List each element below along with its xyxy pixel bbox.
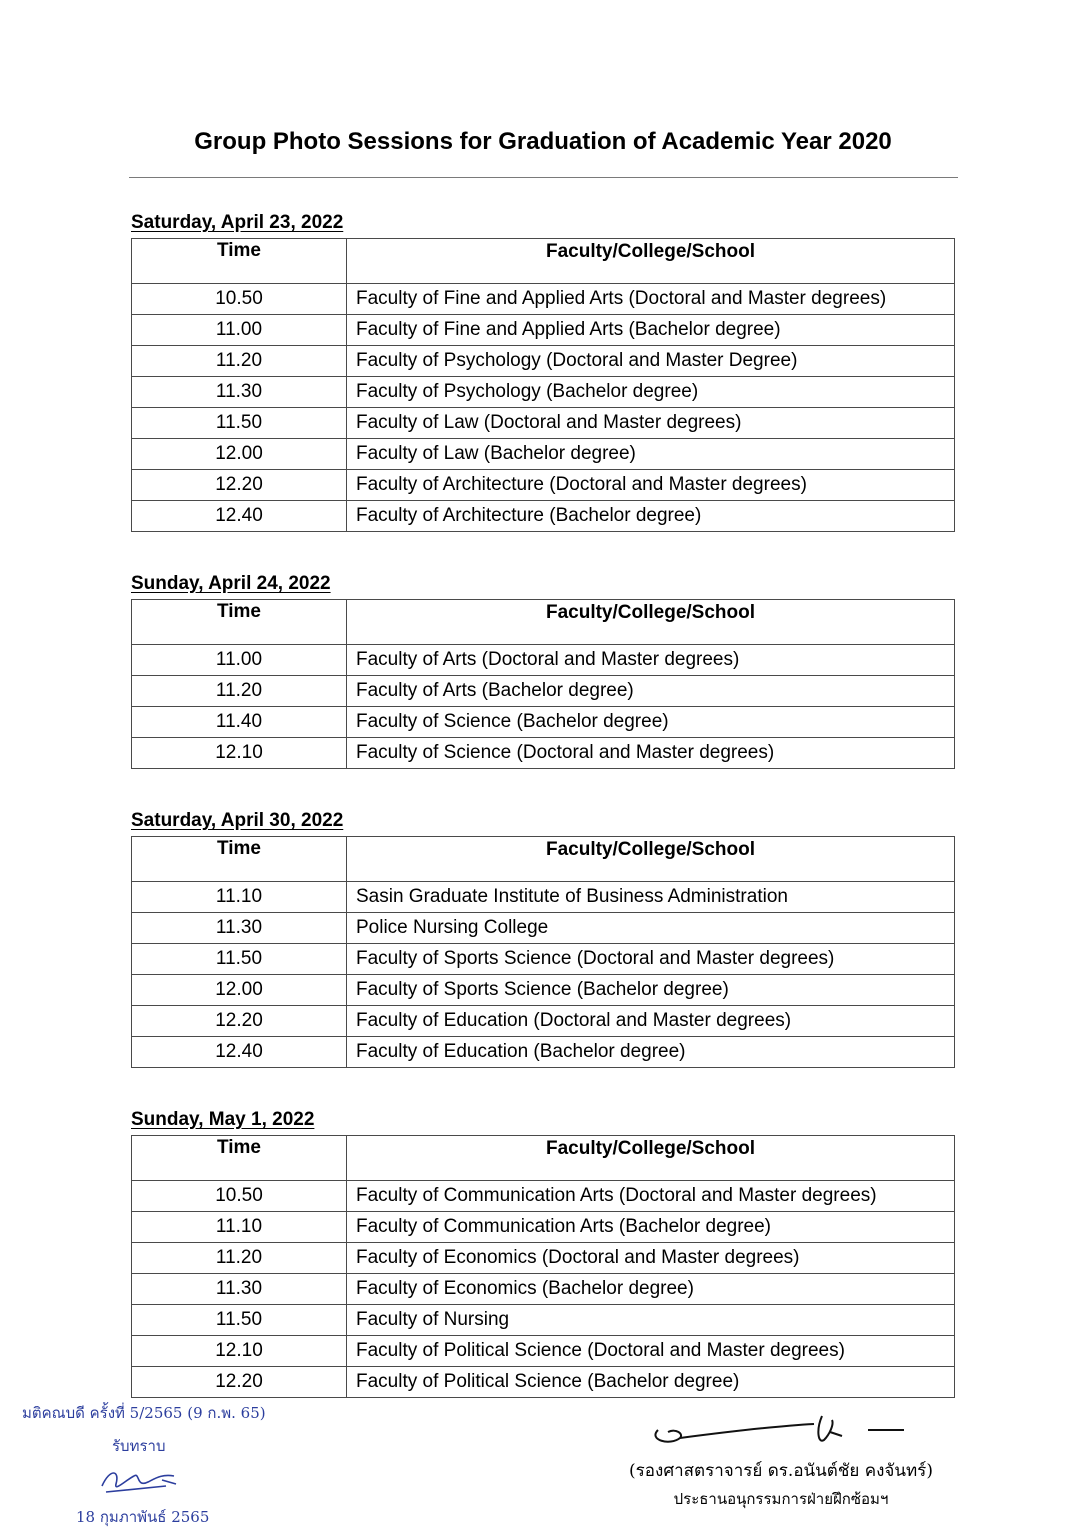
session-faculty: Faculty of Arts (Bachelor degree) xyxy=(347,676,955,707)
header-faculty: Faculty/College/School xyxy=(347,239,955,284)
title-divider xyxy=(129,177,958,178)
session-time: 11.50 xyxy=(132,944,347,975)
table-row xyxy=(132,439,955,470)
session-faculty: Faculty of Psychology (Bachelor degree) xyxy=(347,377,955,408)
table-row xyxy=(132,944,955,975)
table-header-row xyxy=(132,837,955,882)
session-time: 12.20 xyxy=(132,1367,347,1398)
session-faculty: Faculty of Architecture (Bachelor degree) xyxy=(347,501,955,532)
session-time: 11.20 xyxy=(132,346,347,377)
session-faculty: Sasin Graduate Institute of Business Administration xyxy=(347,882,955,913)
session-time: 12.20 xyxy=(132,1006,347,1037)
table-row xyxy=(132,1006,955,1037)
schedule-table xyxy=(131,238,955,532)
memo-signature-icon xyxy=(96,1462,188,1498)
session-faculty: Faculty of Political Science (Bachelor degree) xyxy=(347,1367,955,1398)
schedule-table xyxy=(131,599,955,769)
session-time: 10.50 xyxy=(132,1181,347,1212)
table-row xyxy=(132,315,955,346)
session-time: 12.10 xyxy=(132,738,347,769)
signatory-name: (รองศาสตราจารย์ ดร.อนันต์ชัย คงจันทร์) xyxy=(629,1461,933,1481)
section-date: Sunday, May 1, 2022 xyxy=(131,1109,315,1130)
header-faculty: Faculty/College/School xyxy=(347,600,955,645)
section-date: Saturday, April 23, 2022 xyxy=(131,212,344,233)
session-faculty: Faculty of Political Science (Doctoral and Master degrees) xyxy=(347,1336,955,1367)
table-row xyxy=(132,1243,955,1274)
session-time: 12.00 xyxy=(132,975,347,1006)
table-row xyxy=(132,676,955,707)
table-row xyxy=(132,707,955,738)
header-faculty: Faculty/College/School xyxy=(347,837,955,882)
session-time: 12.40 xyxy=(132,501,347,532)
session-time: 12.40 xyxy=(132,1037,347,1068)
session-time: 11.10 xyxy=(132,1212,347,1243)
table-header-row xyxy=(132,1136,955,1181)
table-row xyxy=(132,284,955,315)
table-row xyxy=(132,913,955,944)
header-time: Time xyxy=(132,1136,347,1181)
table-header-row xyxy=(132,600,955,645)
table-row xyxy=(132,377,955,408)
schedule-section-may1 xyxy=(131,1109,955,1398)
table-row xyxy=(132,1274,955,1305)
session-faculty: Faculty of Science (Bachelor degree) xyxy=(347,707,955,738)
session-time: 11.40 xyxy=(132,707,347,738)
session-faculty: Faculty of Nursing xyxy=(347,1305,955,1336)
session-time: 12.00 xyxy=(132,439,347,470)
session-faculty: Faculty of Communication Arts (Bachelor degree) xyxy=(347,1212,955,1243)
table-row xyxy=(132,1212,955,1243)
session-faculty: Faculty of Economics (Bachelor degree) xyxy=(347,1274,955,1305)
table-row xyxy=(132,975,955,1006)
table-row xyxy=(132,470,955,501)
session-faculty: Faculty of Communication Arts (Doctoral and Master degrees) xyxy=(347,1181,955,1212)
session-faculty: Faculty of Architecture (Doctoral and Master degrees) xyxy=(347,470,955,501)
session-time: 11.20 xyxy=(132,1243,347,1274)
table-row xyxy=(132,882,955,913)
session-faculty: Faculty of Arts (Doctoral and Master degrees) xyxy=(347,645,955,676)
table-row xyxy=(132,501,955,532)
session-time: 11.00 xyxy=(132,645,347,676)
table-row xyxy=(132,1037,955,1068)
memo-resolution: มติคณบดี ครั้งที่ 5/2565 (9 ก.พ. 65) xyxy=(22,1404,266,1422)
table-row xyxy=(132,346,955,377)
session-time: 11.50 xyxy=(132,1305,347,1336)
schedule-section-apr30 xyxy=(131,810,955,1068)
table-row xyxy=(132,1336,955,1367)
schedule-section-apr23 xyxy=(131,212,955,532)
session-faculty: Faculty of Education (Doctoral and Master degrees) xyxy=(347,1006,955,1037)
session-faculty: Faculty of Fine and Applied Arts (Doctoral and Master degrees) xyxy=(347,284,955,315)
signatory-role: ประธานอนุกรรมการฝ่ายฝึกซ้อมฯ xyxy=(673,1490,889,1508)
section-date: Saturday, April 30, 2022 xyxy=(131,810,344,831)
table-header-row xyxy=(132,239,955,284)
session-faculty: Faculty of Fine and Applied Arts (Bachelor degree) xyxy=(347,315,955,346)
session-faculty: Faculty of Law (Bachelor degree) xyxy=(347,439,955,470)
session-time: 11.10 xyxy=(132,882,347,913)
session-faculty: Faculty of Sports Science (Doctoral and Master degrees) xyxy=(347,944,955,975)
table-row xyxy=(132,738,955,769)
session-time: 12.20 xyxy=(132,470,347,501)
memo-date: 18 กุมภาพันธ์ 2565 xyxy=(76,1508,210,1526)
header-time: Time xyxy=(132,239,347,284)
session-time: 11.00 xyxy=(132,315,347,346)
session-time: 10.50 xyxy=(132,284,347,315)
table-row xyxy=(132,1305,955,1336)
section-date: Sunday, April 24, 2022 xyxy=(131,573,331,594)
table-row xyxy=(132,1367,955,1398)
session-faculty: Faculty of Education (Bachelor degree) xyxy=(347,1037,955,1068)
header-time: Time xyxy=(132,837,347,882)
session-faculty: Faculty of Economics (Doctoral and Master degrees) xyxy=(347,1243,955,1274)
schedule-table xyxy=(131,836,955,1068)
chair-signature-icon xyxy=(646,1410,908,1452)
memo-acknowledged: รับทราบ xyxy=(112,1437,166,1455)
session-faculty: Faculty of Law (Doctoral and Master degrees) xyxy=(347,408,955,439)
table-row xyxy=(132,1181,955,1212)
session-time: 11.30 xyxy=(132,1274,347,1305)
session-time: 11.50 xyxy=(132,408,347,439)
session-faculty: Police Nursing College xyxy=(347,913,955,944)
schedule-section-apr24 xyxy=(131,573,955,769)
session-time: 11.30 xyxy=(132,913,347,944)
session-time: 12.10 xyxy=(132,1336,347,1367)
header-time: Time xyxy=(132,600,347,645)
document-title: Group Photo Sessions for Graduation of Academic Year 2020 xyxy=(194,128,892,155)
table-row xyxy=(132,645,955,676)
session-faculty: Faculty of Sports Science (Bachelor degree) xyxy=(347,975,955,1006)
schedule-table xyxy=(131,1135,955,1398)
session-time: 11.30 xyxy=(132,377,347,408)
session-faculty: Faculty of Science (Doctoral and Master degrees) xyxy=(347,738,955,769)
session-faculty: Faculty of Psychology (Doctoral and Master Degree) xyxy=(347,346,955,377)
session-time: 11.20 xyxy=(132,676,347,707)
table-row xyxy=(132,408,955,439)
header-faculty: Faculty/College/School xyxy=(347,1136,955,1181)
